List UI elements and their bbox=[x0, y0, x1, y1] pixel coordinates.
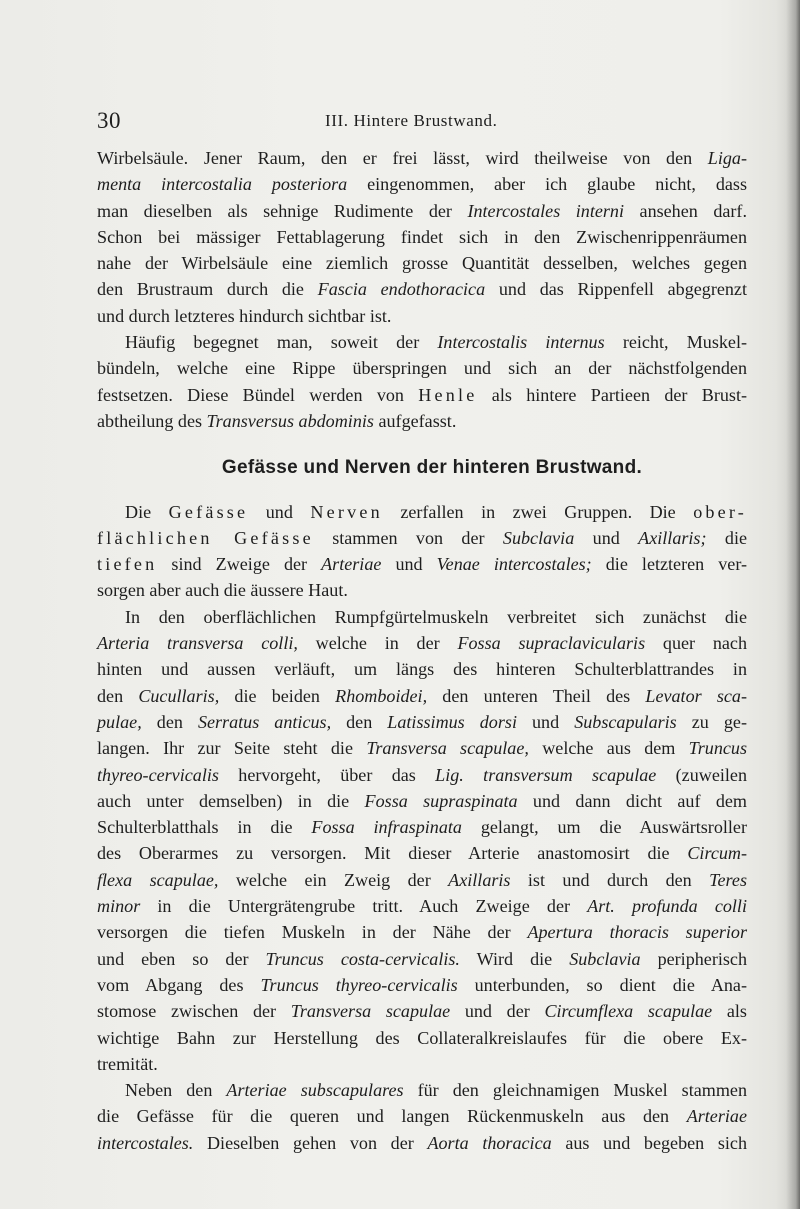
text-line: In den oberflächlichen Rumpfgürtelmuskeln verbreitet sich zunächst die bbox=[125, 606, 747, 627]
text-line: Schulterblatthals in die Fossa infraspinata gelangt, um die Auswärtsroller bbox=[97, 817, 747, 838]
text-line: stomose zwischen der Transversa scapulae und der Circumflexa scapulae als bbox=[97, 1001, 747, 1022]
text-line: hinten und aussen verläuft, um längs des hinteren Schulterblattrandes in bbox=[97, 659, 747, 680]
text-line: versorgen die tiefen Muskeln in der Nähe der Apertura thoracis superior bbox=[97, 922, 748, 943]
text-line: minor in die Untergrätengrube tritt. Auch Zweige der Art. profunda colli bbox=[97, 896, 747, 917]
text-line: auch unter demselben) in die Fossa supraspinata und dann dicht auf dem bbox=[97, 790, 747, 811]
text-line: abtheilung des Transversus abdominis aufgefasst. bbox=[97, 410, 457, 431]
text-line: langen. Ihr zur Seite steht die Transversa scapulae, welche aus dem Truncus bbox=[97, 738, 747, 759]
page-header bbox=[97, 108, 742, 136]
section-heading: Gefässe und Nerven der hinteren Brustwand. bbox=[221, 457, 643, 479]
text-line: sorgen aber auch die äussere Haut. bbox=[97, 580, 348, 601]
text-line: Wirbelsäule. Jener Raum, den er frei lässt, wird theilweise von den Liga- bbox=[97, 148, 747, 168]
text-line: des Oberarmes zu versorgen. Mit dieser Arterie anastomosirt die Circum- bbox=[97, 843, 747, 864]
text-line: menta intercostalia posteriora eingenommen, aber ich glaube nicht, dass bbox=[97, 174, 747, 195]
text-line: Arteria transversa colli, welche in der Fossa supraclavicularis quer nach bbox=[97, 633, 747, 654]
text-line: flexa scapulae, welche ein Zweig der Axillaris ist und durch den Teres bbox=[97, 869, 747, 890]
text-line: und durch letzteres hindurch sichtbar ist. bbox=[97, 305, 392, 326]
text-line: thyreo-cervicalis hervorgeht, über das Lig. transversum scapulae (zuweilen bbox=[97, 764, 747, 785]
text-line: Schon bei mässiger Fettablagerung findet sich in den Zwischenrippenräumen bbox=[97, 226, 747, 247]
text-line: man dieselben als sehnige Rudimente der Intercostales interni ansehen darf. bbox=[97, 200, 747, 221]
text-line: Die Gefässe und Nerven zerfallen in zwei Gruppen. Die ober- bbox=[125, 501, 748, 522]
text-line: vom Abgang des Truncus thyreo-cervicalis unterbunden, so dient die Ana- bbox=[97, 974, 747, 995]
text-line: tiefen sind Zweige der Arteriae und Venae intercostales; die letzteren ver- bbox=[97, 554, 748, 575]
page-number: 30 bbox=[97, 108, 121, 133]
text-line: flächlichen Gefässe stammen von der Subclavia und Axillaris; die bbox=[97, 527, 747, 548]
text-line: die Gefässe für die queren und langen Rückenmuskeln aus den Arteriae bbox=[97, 1106, 747, 1127]
text-line: wichtige Bahn zur Herstellung des Collateralkreislaufes für die obere Ex- bbox=[97, 1027, 747, 1048]
text-line: festsetzen. Diese Bündel werden von Henle als hintere Partieen der Brust- bbox=[97, 384, 748, 405]
text-line: tremität. bbox=[97, 1053, 158, 1074]
running-head: III. Hintere Brustwand. bbox=[325, 111, 498, 130]
page-edge-shadow bbox=[786, 0, 800, 1209]
text-line: pulae, den Serratus anticus, den Latissimus dorsi und Subscapularis zu ge- bbox=[97, 711, 747, 732]
text-line: den Cucullaris, die beiden Rhomboidei, den unteren Theil des Levator sca- bbox=[97, 685, 747, 706]
text-line: Häufig begegnet man, soweit der Intercostalis internus reicht, Muskel- bbox=[125, 332, 747, 353]
body-text bbox=[97, 145, 747, 1156]
text-line: nahe der Wirbelsäule eine ziemlich grosse Quantität desselben, welches gegen bbox=[97, 253, 747, 274]
text-line: intercostales. Dieselben gehen von der Aorta thoracica aus und begeben sich bbox=[97, 1132, 748, 1153]
text-line: Neben den Arteriae subscapulares für den gleichnamigen Muskel stammen bbox=[125, 1080, 747, 1101]
text-line: und eben so der Truncus costa-cervicalis. Wird die Subclavia peripherisch bbox=[97, 948, 747, 969]
text-line: den Brustraum durch die Fascia endothoracica und das Rippenfell abgegrenzt bbox=[97, 279, 747, 300]
text-line: bündeln, welche eine Rippe überspringen und sich an der nächstfolgenden bbox=[97, 358, 747, 379]
